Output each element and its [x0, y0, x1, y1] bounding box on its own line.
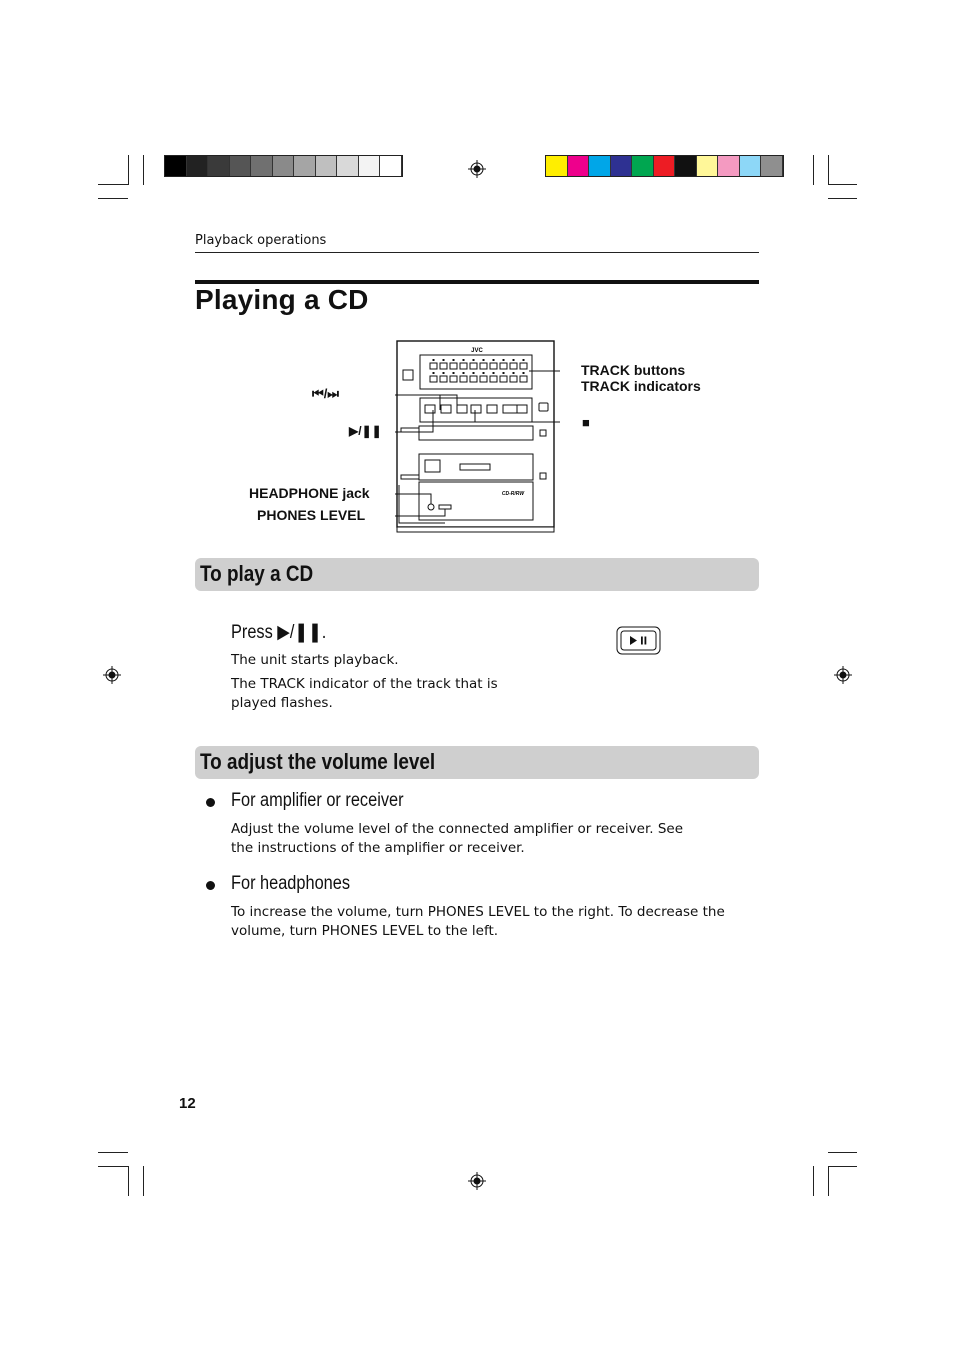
volume-item-text-headphones: To increase the volume, turn PHONES LEVEL to the right. To decrease the volume, turn PHONES LEVEL to the left.	[231, 904, 725, 939]
color-swatch	[761, 156, 783, 176]
crop-mark	[828, 1152, 857, 1153]
color-swatch	[380, 156, 402, 176]
volume-item-title-headphones: For headphones	[231, 873, 351, 894]
track-indicator	[463, 359, 465, 361]
color-swatch	[294, 156, 316, 176]
disc-logo: CD-R/RW	[501, 491, 525, 497]
color-swatch	[208, 156, 230, 176]
label-track-buttons: TRACK buttons	[581, 362, 686, 378]
color-swatch	[273, 156, 295, 176]
track-indicator	[473, 372, 475, 374]
press-instruction: Press ▶/❚❚.	[231, 622, 327, 643]
section-heading-play: To play a CD	[200, 561, 314, 586]
color-swatch	[632, 156, 654, 176]
label-play-pause-button: ▶/❚❚	[349, 424, 382, 438]
color-swatch	[568, 156, 590, 176]
registration-mark-icon	[834, 666, 852, 684]
track-indicator	[463, 372, 465, 374]
section-band-play	[195, 558, 759, 591]
crop-mark	[98, 184, 128, 185]
play-line-2: The TRACK indicator of the track that is played flashes.	[231, 676, 498, 711]
crop-mark	[828, 1166, 857, 1167]
crop-mark	[828, 1166, 829, 1196]
play-line-1: The unit starts playback.	[231, 652, 399, 668]
registration-mark-icon	[468, 1172, 486, 1190]
color-swatch	[316, 156, 338, 176]
track-indicator	[503, 372, 505, 374]
color-swatch	[740, 156, 762, 176]
label-headphone-jack: HEADPHONE jack	[249, 485, 370, 501]
crop-mark	[143, 1166, 144, 1196]
label-track-indicators: TRACK indicators	[581, 378, 701, 394]
track-indicator	[443, 372, 445, 374]
track-indicator	[453, 359, 455, 361]
track-indicator	[493, 372, 495, 374]
crop-mark	[828, 198, 857, 199]
track-indicator	[513, 372, 515, 374]
color-swatch	[611, 156, 633, 176]
bullet-icon	[206, 798, 215, 807]
section-header: Playback operations	[195, 233, 327, 248]
crop-mark	[128, 1166, 129, 1196]
track-indicator	[513, 359, 515, 361]
label-phones-level: PHONES LEVEL	[257, 507, 366, 523]
track-indicator	[523, 372, 525, 374]
color-swatch	[337, 156, 359, 176]
header-divider	[195, 252, 759, 253]
crop-mark	[813, 1166, 814, 1196]
label-skip-buttons: ⏮/⏭	[312, 386, 340, 401]
section-heading-volume: To adjust the volume level	[200, 749, 436, 774]
device-brand: JVC	[471, 348, 483, 354]
page-number: 12	[179, 1095, 196, 1112]
color-swatch	[251, 156, 273, 176]
crop-mark	[143, 155, 144, 185]
track-indicator	[473, 359, 475, 361]
track-indicator	[433, 372, 435, 374]
track-indicator	[433, 359, 435, 361]
track-indicator	[493, 359, 495, 361]
volume-item-text-amplifier: Adjust the volume level of the connected amplifier or receiver. See the instructions of the amplifier or receiver.	[231, 821, 684, 856]
page-title: Playing a CD	[195, 284, 369, 315]
registration-mark-icon	[468, 160, 486, 178]
color-swatch	[675, 156, 697, 176]
color-swatch	[697, 156, 719, 176]
registration-mark-icon	[103, 666, 121, 684]
color-swatch	[546, 156, 568, 176]
crop-mark	[98, 1166, 128, 1167]
track-indicator	[523, 359, 525, 361]
crop-mark	[128, 155, 129, 185]
color-swatch	[230, 156, 252, 176]
volume-item-title-amplifier: For amplifier or receiver	[231, 790, 404, 811]
track-indicator	[503, 359, 505, 361]
crop-mark	[98, 198, 128, 199]
bullet-icon	[206, 881, 215, 890]
label-stop-button: ■	[582, 415, 590, 430]
color-swatch	[589, 156, 611, 176]
track-indicator	[483, 372, 485, 374]
color-swatch	[187, 156, 209, 176]
track-indicator	[443, 359, 445, 361]
color-swatch	[718, 156, 740, 176]
crop-mark	[828, 155, 829, 185]
color-swatch	[165, 156, 187, 176]
play-pause-icon	[616, 626, 662, 656]
section-band-volume	[195, 746, 759, 779]
track-indicator	[483, 359, 485, 361]
crop-mark	[828, 184, 857, 185]
color-swatch	[359, 156, 381, 176]
gray-calibration-bar	[164, 155, 403, 177]
color-calibration-bar	[545, 155, 784, 177]
color-swatch	[654, 156, 676, 176]
crop-mark	[813, 155, 814, 185]
device-front-panel-diagram	[395, 340, 560, 535]
crop-mark	[98, 1152, 128, 1153]
track-indicator	[453, 372, 455, 374]
